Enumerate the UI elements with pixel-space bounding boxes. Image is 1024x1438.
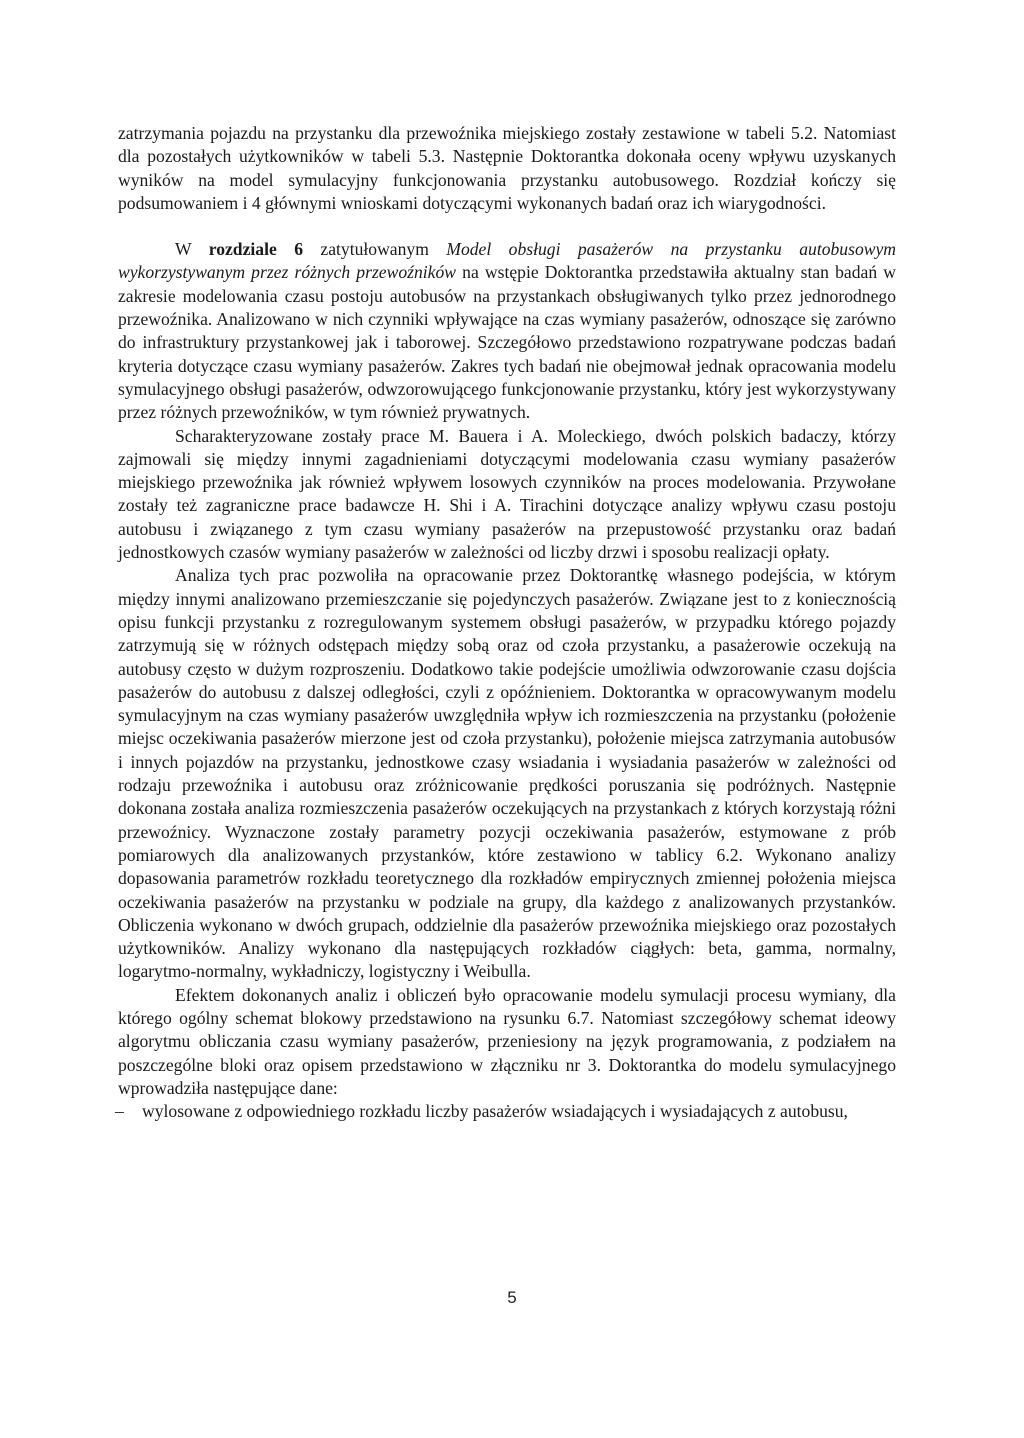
list-item-text: wylosowane z odpowiedniego rozkładu liczby pasażerów wsiadających i wysiadających z autobusu, <box>142 1101 848 1122</box>
paragraph-simulation-model: Efektem dokonanych analiz i obliczeń było opracowanie modelu symulacji procesu wymiany, dla którego ogólny schemat blokowy przedstawiono na rysunku 6.7. Natomiast szczegółowy schemat ideowy algorytmu obliczania czasu wymiany pasażerów, przeniesiony na język programowania, z podziałem na poszczególne bloki oraz opisem przedstawiono w złączniku nr 3. Doktorantka do modelu symulacyjnego wprowadziła następujące dane: <box>118 984 896 1098</box>
input-data-list <box>115 1100 896 1123</box>
chapter-title: Model obsługi pasażerów na przystanku autobusowym wykorzystywanym przez różnych przewoźników <box>118 239 896 283</box>
paragraph-continuation: zatrzymania pojazdu na przystanku dla przewoźnika miejskiego zostały zestawione w tabeli 5.2. Natomiast dla pozostałych użytkowników w tabeli 5.3. Następnie Doktorantka dokonała oceny wpływu uzyskanych wyników na model symulacyjny funkcjonowania przystanku autobusowego. Rozdział kończy się podsumowaniem i 4 głównymi wnioskami dotyczącymi wykonanych badań oraz ich wiarygodności. <box>118 123 896 213</box>
list-item <box>115 1100 896 1123</box>
document-body <box>115 122 896 1123</box>
paragraph-mid: zatytułowanym <box>303 239 447 260</box>
paragraph-rest: na wstępie Doktorantka przedstawiła aktualny stan badań w zakresie modelowania czasu postoju autobusów na przystankach obsługiwanych tylko przez jednorodnego przewoźnika. Analizowano w nich czynniki wpływające na czas wymiany pasażerów, odnoszące się zarówno do infrastruktury przystankowej jak i taborowej. Szczegółowo przedstawiono rozpatrywane podczas badań kryteria dotyczące czasu wymiany pasażerów. Zakres tych badań nie obejmował jednak opracowania modelu symulacyjnego obsługi pasażerów, odwzorowującego funkcjonowanie przystanku, który jest wykorzystywany przez różnych przewoźników, w tym również prywatnych. <box>118 262 896 423</box>
paragraph-lead: W <box>175 239 209 260</box>
page-number: 5 <box>507 1288 517 1307</box>
paragraph-bauer-molecki: Scharakteryzowane zostały prace M. Bauera i A. Moleckiego, dwóch polskich badaczy, którzy zajmowali się między innymi zagadnieniami dotyczącymi modelowania czasu wymiany pasażerów miejskiego przewoźnika jak również wpływem losowych czynników na proces modelowania. Przywołane zostały też zagraniczne prace badawcze H. Shi i A. Tirachini dotyczące analizy wpływu czasu postoju autobusu i związanego z tym czasu wymiany pasażerów na przepustowość przystanku oraz badań jednostkowych czasów wymiany pasażerów w zależności od liczby drzwi i sposobu realizacji opłaty. <box>118 425 896 563</box>
chapter-reference: rozdziale 6 <box>208 239 303 260</box>
list-dash: – <box>115 1101 124 1122</box>
paragraph-own-approach: Analiza tych prac pozwoliła na opracowanie przez Doktorantkę własnego podejścia, w którym między innymi analizowano przemieszczanie się pojedynczych pasażerów. Związane jest to z koniecznością opisu funkcji przystanku z rozregulowanym systemem obsługi pasażerów, w przypadku którego pojazdy zatrzymują się w różnych odstępach między sobą oraz od czoła przystanku, a pasażerowie oczekują na autobusy często w dużym rozproszeniu. Dodatkowo takie podejście umożliwia odwzorowanie czasu dojścia pasażerów do autobusu z dalszej odległości, czyli z opóźnieniem. Doktorantka w opracowywanym modelu symulacyjnym na czas wymiany pasażerów uwzględniła wpływ ich rozmieszczenia na przystanku (położenie miejsc oczekiwania pasażerów mierzone jest od czoła przystanku), położenie miejsca zatrzymania autobusów i innych pojazdów na przystanku, jednostkowe czasy wsiadania i wysiadania pasażerów w zależności od rodzaju przewoźnika i autobusu oraz zróżnicowanie prędkości poruszania się podróżnych. Następnie dokonana została analiza rozmieszczenia pasażerów oczekujących na przystankach z których korzystają różni przewoźnicy. Wyznaczone zostały parametry pozycji oczekiwania pasażerów, estymowane z prób pomiarowych dla analizowanych przystanków, które zestawiono w tablicy 6.2. Wykonano analizy dopasowania parametrów rozkładu teoretycznego dla rozkładów empirycznych zmiennej położenia miejsca oczekiwania pasażerów na przystanku w podziale na grupy, dla każdego z analizowanych przystanków. Obliczenia wykonano w dwóch grupach, oddzielnie dla pasażerów przewoźnika miejskiego oraz pozostałych użytkowników. Analizy wykonano dla następujących rozkładów ciągłych: beta, gamma, normalny, logarytmo-normalny, wykładniczy, logistyczny i Weibulla. <box>118 565 896 982</box>
paragraph-chapter-6-intro <box>118 238 896 424</box>
